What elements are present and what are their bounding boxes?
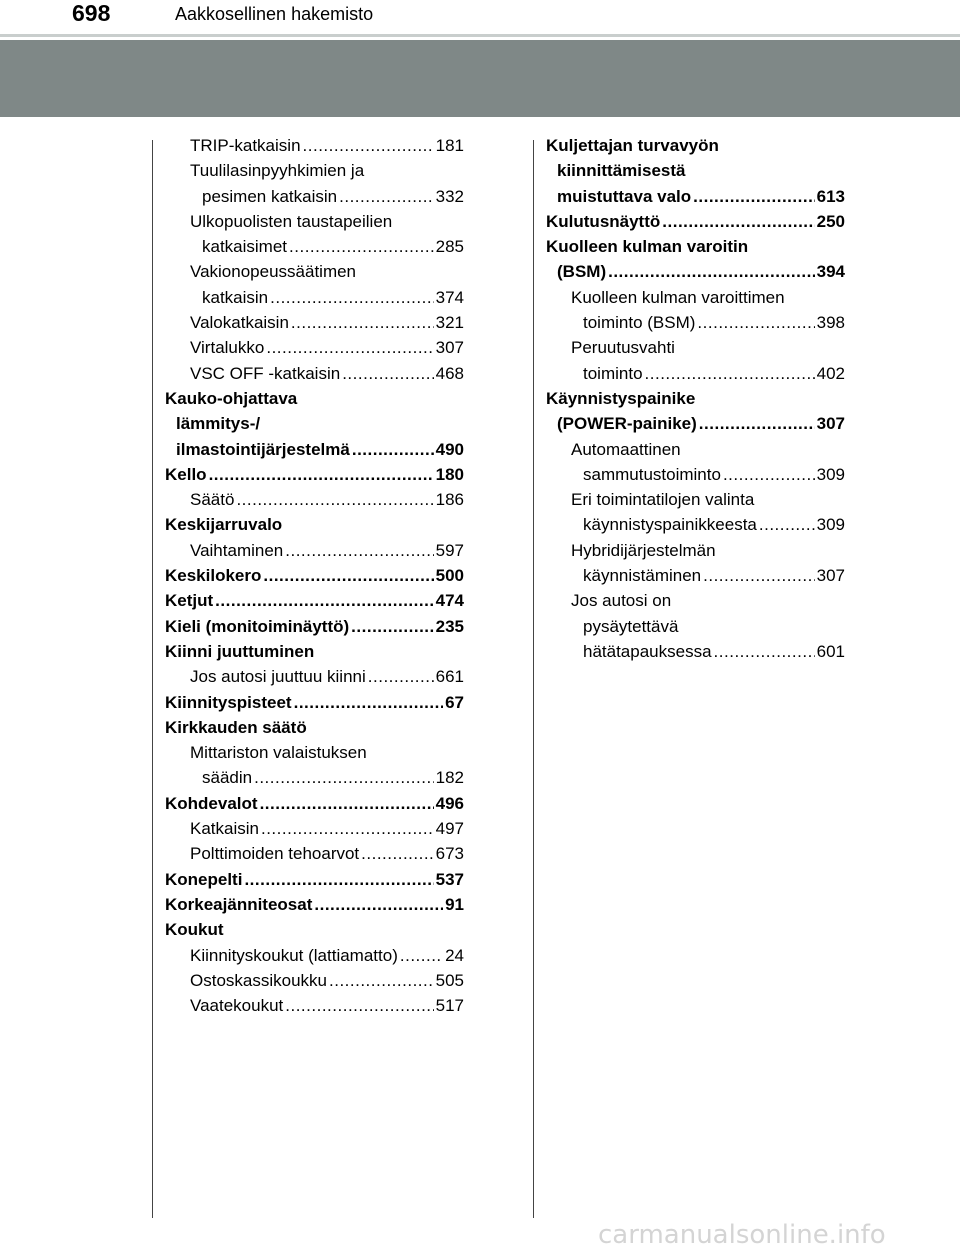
page-reference: 321 [435, 313, 464, 333]
page-reference: 661 [435, 667, 464, 687]
index-subentry [165, 538, 464, 563]
index-subentry [546, 588, 845, 664]
entry-text: Säätö [190, 490, 235, 510]
entry-text: Kulutusnäyttö [546, 211, 661, 231]
entry-text: Kuolleen kulman varoitin [546, 237, 749, 257]
entry-text: TRIP-katkaisin [190, 136, 301, 155]
watermark: carmanualsonline.info [598, 1220, 886, 1250]
index-subentry [165, 335, 464, 360]
page-reference: 517 [435, 996, 464, 1016]
page-reference: 613 [816, 186, 845, 206]
dot-leader [697, 310, 814, 335]
entry-text: VSC OFF -katkaisin [190, 363, 341, 383]
index-subentry [165, 361, 464, 386]
dot-leader [303, 133, 434, 158]
index-column-left [165, 133, 464, 1018]
dot-leader [368, 664, 434, 689]
entry-text: ilmastointijärjestelmä [176, 439, 350, 459]
dot-leader [294, 690, 443, 715]
page-reference: 235 [435, 616, 464, 636]
entry-text: Kieli (monitoiminäyttö) [165, 616, 350, 636]
page-number: 698 [72, 0, 111, 26]
entry-text: Jos autosi juuttuu kiinni [190, 667, 366, 687]
entry-text: Kiinnityskoukut (lattiamatto) [190, 945, 398, 965]
page-reference: 307 [816, 566, 845, 586]
entry-text: Peruutusvahti [571, 338, 675, 358]
entry-text: Keskijarruvalo [165, 515, 283, 535]
dot-leader [285, 993, 433, 1018]
index-subentry [165, 841, 464, 866]
page-reference: 250 [816, 211, 845, 231]
index-entry [165, 614, 464, 639]
page-reference: 496 [435, 793, 464, 813]
page-reference: 24 [445, 945, 464, 965]
dot-leader [266, 335, 433, 360]
page-reference: 537 [435, 869, 464, 889]
page-reference: 186 [435, 490, 464, 510]
entry-text: Virtalukko [190, 338, 265, 358]
page-reference: 91 [445, 894, 464, 914]
entry-text: muistuttava valo [557, 186, 692, 206]
page-header [0, 0, 960, 118]
index-subentry [546, 335, 845, 386]
dot-leader [209, 462, 434, 487]
page-reference: 182 [435, 768, 464, 788]
header-band [0, 40, 960, 117]
entry-text: katkaisimet [202, 237, 288, 257]
page-reference: 332 [435, 186, 464, 206]
dot-leader [215, 588, 433, 613]
dot-leader [339, 184, 434, 209]
page-reference: 468 [435, 363, 464, 383]
page-reference: 474 [435, 591, 464, 611]
entry-text: Kuolleen kulman varoittimen [571, 287, 785, 307]
index-entry [165, 639, 464, 664]
index-subentry [165, 740, 464, 791]
page-reference: 307 [816, 414, 845, 434]
entry-text: Kirkkauden säätö [165, 717, 307, 737]
page-reference: 601 [816, 641, 845, 661]
entry-text: Ketjut [165, 591, 214, 611]
page-reference: 402 [816, 363, 845, 383]
entry-text: kiinnittämisestä [557, 161, 686, 181]
entry-text: käynnistyspainikkeesta [583, 515, 757, 535]
dot-leader [351, 614, 433, 639]
entry-text: Eri toimintatilojen valinta [571, 490, 755, 510]
dot-leader [662, 209, 814, 234]
page-reference: 398 [816, 313, 845, 333]
page-reference: 673 [435, 844, 464, 864]
dot-leader [244, 867, 433, 892]
index-entry [165, 563, 464, 588]
index-entry [165, 588, 464, 613]
dot-leader [400, 943, 443, 968]
index-entry [165, 512, 464, 537]
index-entry [546, 386, 845, 437]
header-divider [0, 34, 960, 37]
index-subentry [165, 133, 464, 158]
dot-leader [329, 968, 434, 993]
index-subentry [165, 664, 464, 689]
page-reference: 181 [435, 136, 464, 155]
index-entry [165, 462, 464, 487]
dot-leader [285, 538, 433, 563]
page-reference: 500 [435, 566, 464, 586]
dot-leader [260, 791, 434, 816]
index-entry [546, 209, 845, 234]
index-column-right [546, 133, 845, 664]
entry-text: Kuljettajan turvavyön [546, 136, 719, 155]
entry-text: Jos autosi on [571, 591, 672, 611]
entry-text: käynnistäminen [583, 566, 702, 586]
index-subentry [165, 943, 464, 968]
page-reference: 490 [435, 439, 464, 459]
page-reference: 285 [435, 237, 464, 257]
page-reference: 394 [816, 262, 845, 282]
entry-text: Tuulilasinpyyhkimien ja [190, 161, 365, 181]
running-head-title: Aakkosellinen hakemisto [175, 4, 374, 24]
dot-leader [723, 462, 815, 487]
index-subentry [546, 538, 845, 589]
entry-text: Kiinni juuttuminen [165, 641, 315, 661]
dot-leader [291, 310, 434, 335]
dot-leader [645, 361, 815, 386]
entry-text: Kauko-ohjattava [165, 388, 298, 408]
entry-text: Kiinnityspisteet [165, 692, 292, 712]
entry-text: toiminto [583, 363, 643, 383]
index-entry [165, 386, 464, 462]
page-reference: 307 [435, 338, 464, 358]
dot-leader [361, 841, 433, 866]
dot-leader [314, 892, 443, 917]
index-subentry [165, 158, 464, 209]
entry-text: Keskilokero [165, 566, 262, 586]
index-entry [546, 234, 845, 285]
left-column-rule [152, 140, 153, 1218]
index-subentry [546, 285, 845, 336]
index-subentry [165, 968, 464, 993]
entry-text: toiminto (BSM) [583, 313, 696, 333]
entry-text: Käynnistyspainike [546, 388, 696, 408]
page-reference: 67 [445, 692, 464, 712]
index-entry [546, 133, 845, 209]
dot-leader [608, 259, 815, 284]
entry-text: hätätapauksessa [583, 641, 712, 661]
dot-leader [714, 639, 815, 664]
index-subentry [165, 310, 464, 335]
index-subentry [165, 259, 464, 310]
index-subentry [165, 816, 464, 841]
index-entry [165, 715, 464, 740]
index-subentry [546, 437, 845, 488]
entry-text: säädin [202, 768, 253, 788]
page-reference: 309 [816, 515, 845, 535]
index-entry [165, 917, 464, 942]
page-reference: 180 [435, 464, 464, 484]
dot-leader [693, 184, 814, 209]
entry-text: Vaihtaminen [190, 540, 284, 560]
dot-leader [289, 234, 434, 259]
entry-text: Hybridijärjestelmän [571, 540, 716, 560]
dot-leader [263, 563, 433, 588]
entry-text: sammutustoiminto [583, 464, 721, 484]
entry-text: Vaatekoukut [190, 996, 284, 1016]
index-subentry [165, 993, 464, 1018]
entry-text: Ostoskassikoukku [190, 970, 327, 990]
entry-text: Kohdevalot [165, 793, 258, 813]
entry-text: Polttimoiden tehoarvot [190, 844, 360, 864]
index-entry [165, 791, 464, 816]
entry-text: pysäytettävä [583, 616, 679, 636]
entry-text: Valokatkaisin [190, 313, 289, 333]
index-entry [165, 892, 464, 917]
index-entry [165, 867, 464, 892]
entry-text: Katkaisin [190, 819, 259, 839]
index-subentry [165, 209, 464, 260]
entry-text: (BSM) [557, 262, 607, 282]
entry-text: Ulkopuolisten taustapeilien [190, 211, 393, 231]
entry-text: Koukut [165, 920, 224, 940]
index-subentry [546, 487, 845, 538]
index-subentry [165, 487, 464, 512]
middle-column-rule [533, 140, 534, 1218]
entry-text: Konepelti [165, 869, 243, 889]
entry-text: Automaattinen [571, 439, 681, 459]
dot-leader [352, 437, 434, 462]
entry-text: katkaisin [202, 287, 269, 307]
entry-text: lämmitys-/ [176, 414, 261, 434]
entry-text: Vakionopeussäätimen [190, 262, 357, 282]
dot-leader [261, 816, 434, 841]
page-reference: 505 [435, 970, 464, 990]
entry-text: (POWER-painike) [557, 414, 697, 434]
dot-leader [703, 563, 815, 588]
dot-leader [699, 411, 815, 436]
dot-leader [236, 487, 433, 512]
page-reference: 497 [435, 819, 464, 839]
page-reference: 374 [435, 287, 464, 307]
entry-text: pesimen katkaisin [202, 186, 338, 206]
dot-leader [270, 285, 433, 310]
page-reference: 597 [435, 540, 464, 560]
entry-text: Korkeajänniteosat [165, 894, 313, 914]
entry-text: Mittariston valaistuksen [190, 743, 367, 763]
dot-leader [342, 361, 433, 386]
index-entry [165, 690, 464, 715]
page-reference: 309 [816, 464, 845, 484]
entry-text: Kello [165, 464, 207, 484]
dot-leader [254, 765, 434, 790]
dot-leader [759, 512, 815, 537]
